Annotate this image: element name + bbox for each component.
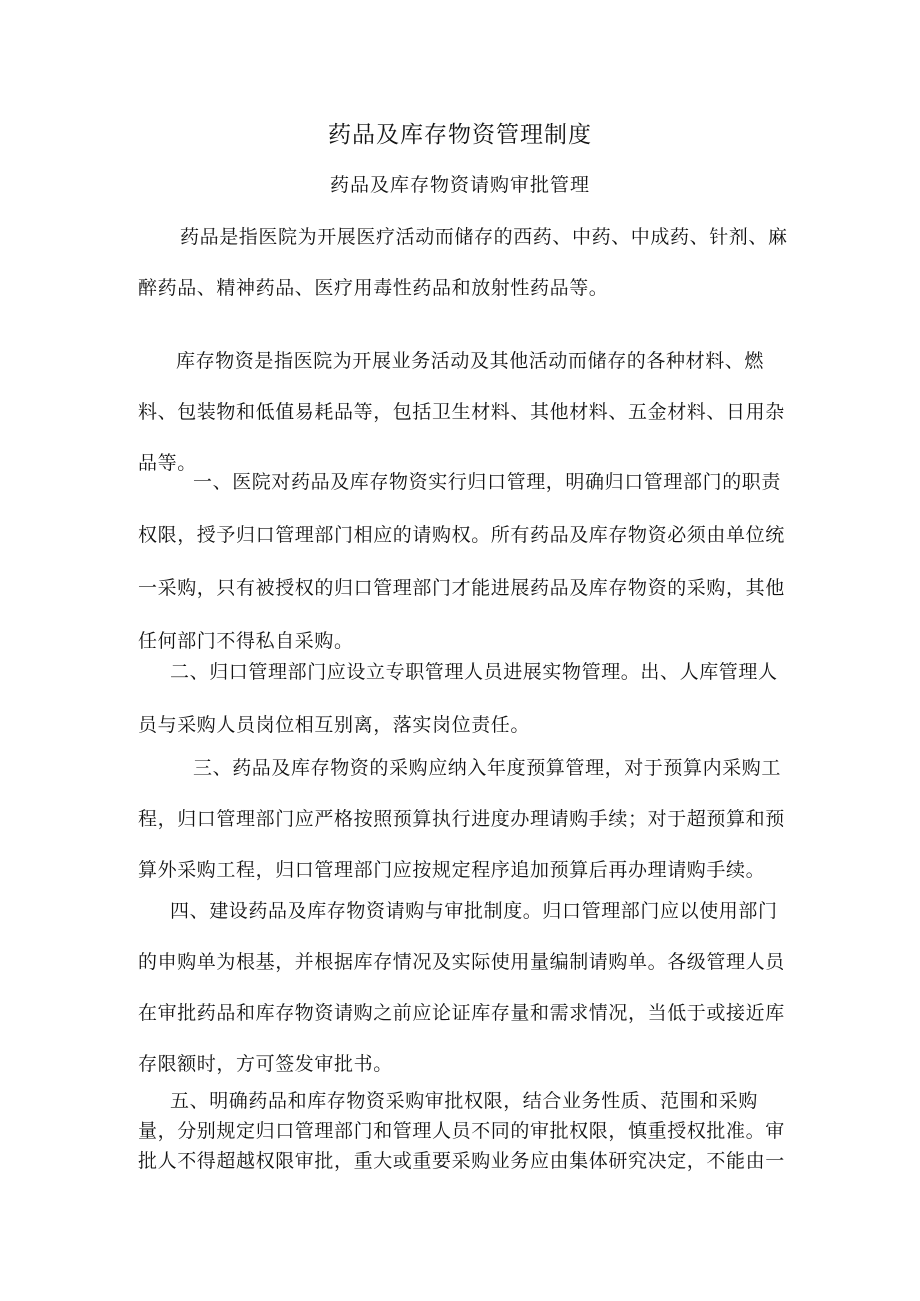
- paragraph-inventory-definition: 库存物资是指医院为开展业务活动及其他活动而储存的各种材料、燃料、包装物和低值易耗品等，包括卫生材料、其他材料、五金材料、日用杂品等。: [138, 350, 785, 474]
- page-title: 药品及库存物资管理制度: [328, 122, 592, 148]
- paragraph-drugs-definition: 药品是指医院为开展医疗活动而储存的西药、中药、中成药、针剂、麻醉药品、精神药品、医疗用毒性药品和放射性药品等。: [138, 226, 788, 299]
- paragraph-rule-4: 四、建设药品及库存物资请购与审批制度。归口管理部门应以使用部门的申购单为根基，并根据库存情况及实际使用量编制请购单。各级管理人员在审批药品和库存物资请购之前应论证库存量和需求情况，当低于或接近库存限额时，方可签发审批书。: [138, 900, 785, 1075]
- paragraph-rule-2: 二、归口管理部门应设立专职管理人员进展实物管理。出、人库管理人员与采购人员岗位相互别离，落实岗位责任。: [138, 661, 778, 736]
- paragraph-rule-5: 五、明确药品和库存物资采购审批权限，结合业务性质、范围和采购量，分别规定归口管理部门和管理人员不同的审批权限，慎重授权批准。审批人不得超越权限审批，重大或重要采购业务应由集体研究决定，不能由一: [138, 1090, 785, 1172]
- paragraph-rule-3: 三、药品及库存物资的采购应纳入年度预算管理，对于预算内采购工程，归口管理部门应严格按照预算执行进度办理请购手续；对于超预算和预算外采购工程，归口管理部门应按规定程序追加预算后再办理请购手续。: [138, 757, 785, 881]
- paragraph-rule-1: 一、医院对药品及库存物资实行归口管理，明确归口管理部门的职责权限，授予归口管理部门相应的请购权。所有药品及库存物资必须由单位统一采购，只有被授权的归口管理部门才能进展药品及库存物资的采购，其他任何部门不得私自采购。: [138, 471, 785, 652]
- page-subtitle: 药品及库存物资请购审批管理: [329, 174, 590, 196]
